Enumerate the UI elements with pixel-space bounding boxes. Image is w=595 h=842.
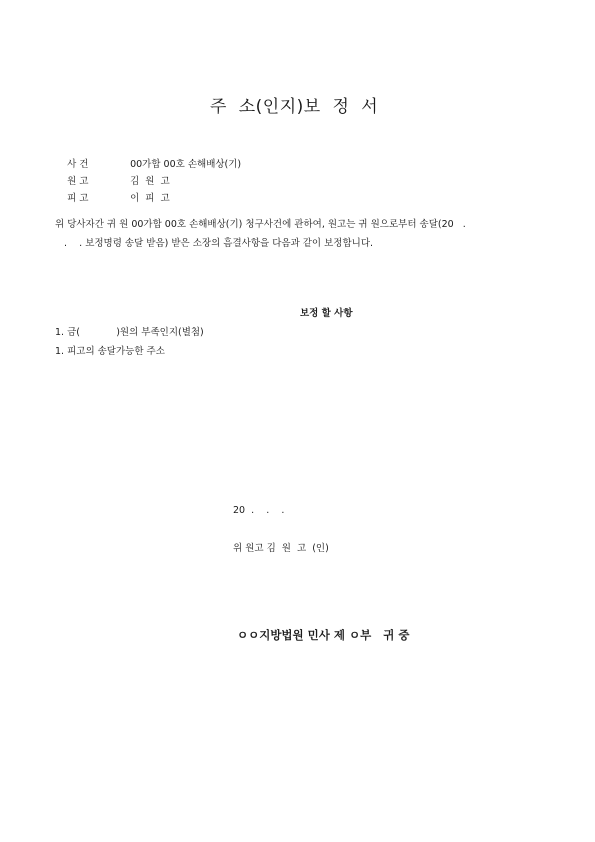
- plaintiff-value: 김 원 고: [130, 176, 170, 187]
- defendant-row: [55, 179, 170, 215]
- date-line: 20 . . .: [233, 505, 285, 516]
- defendant-label: 피 고: [67, 193, 89, 204]
- court-addressee: ㅇㅇ지방법원 민사 제 ㅇ부 귀 중: [237, 628, 410, 642]
- defendant-value: 이 피 고: [130, 193, 170, 204]
- case-value: 00가합 00호 손해배상(기): [130, 159, 242, 170]
- body-paragraph-line-1: 위 당사자간 귀 원 00가합 00호 손해배상(기) 청구사건에 관하여, 원고는 귀 원으로부터 송달(20 .: [55, 219, 466, 230]
- correction-item: 1. 피고의 송달가능한 주소: [55, 346, 165, 357]
- signature-line: 위 원고 김 원 고 (인): [233, 543, 329, 554]
- body-paragraph-line-2: . . 보정명령 송달 받음) 받은 소장의 흠결사항을 다음과 같이 보정합니다.: [55, 238, 374, 249]
- case-label: 사 건: [67, 159, 89, 170]
- correction-item: 1. 금( )원의 부족인지(별첨): [55, 327, 204, 338]
- document-title: 주 소(인지)보 정 서: [210, 97, 379, 117]
- section-title: 보정 할 사항: [300, 308, 353, 319]
- plaintiff-label: 원 고: [67, 176, 89, 187]
